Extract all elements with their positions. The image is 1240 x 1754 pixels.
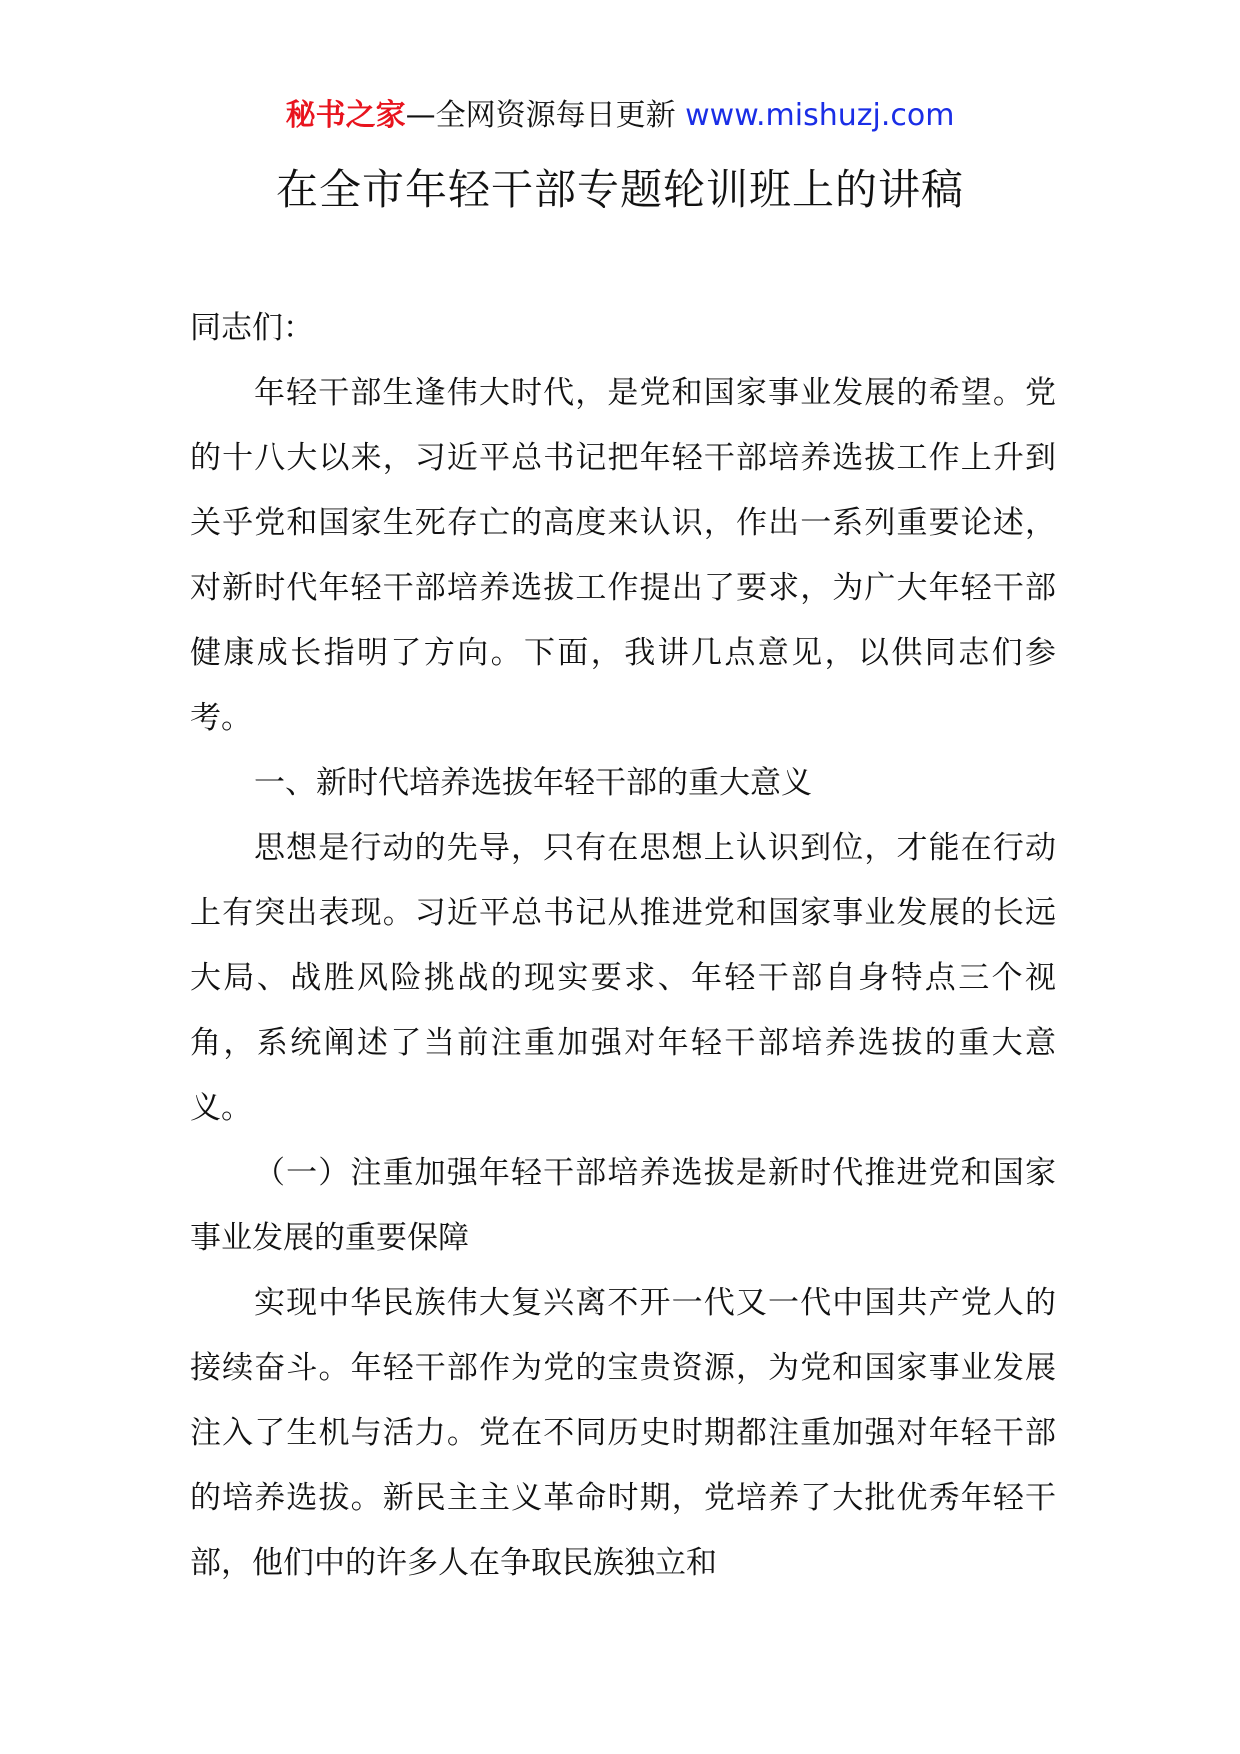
section-heading: 一、新时代培养选拔年轻干部的重大意义 [254,765,812,801]
brand-name: 秘书之家 [285,98,406,133]
document-title: 在全市年轻干部专题轮训班上的讲稿 [275,165,964,214]
site-url-link[interactable]: www.mishuzj.com [685,98,955,133]
subsection-heading: （一）注重加强年轻干部培养选拔是新时代推进党和国家事业发展的重要保障 [190,1155,1056,1256]
salutation: 同志们： [190,310,314,346]
body-paragraph: 年轻干部生逢伟大时代，是党和国家事业发展的希望。党的十八大以来，习近平总书记把年轻干部培养选拔工作上升到关乎党和国家生死存亡的高度来认识，作出一系列重要论述，对新时代年轻干部培养选拔工作提出了要求，为广大年轻干部健康成长指明了方向。下面，我讲几点意见，以供同志们参考。 [190,375,1056,736]
document-body [190,296,1056,1596]
site-header [0,96,1240,136]
body-paragraph: 实现中华民族伟大复兴离不开一代又一代中国共产党人的接续奋斗。年轻干部作为党的宝贵资源，为党和国家事业发展注入了生机与活力。党在不同历史时期都注重加强对年轻干部的培养选拔。新民主主义革命时期，党培养了大批优秀年轻干部，他们中的许多人在争取民族独立和 [190,1285,1056,1581]
header-slogan: —全网资源每日更新 [405,98,686,133]
body-paragraph: 思想是行动的先导，只有在思想上认识到位，才能在行动上有突出表现。习近平总书记从推进党和国家事业发展的长远大局、战胜风险挑战的现实要求、年轻干部自身特点三个视角，系统阐述了当前注重加强对年轻干部培养选拔的重大意义。 [190,830,1056,1126]
